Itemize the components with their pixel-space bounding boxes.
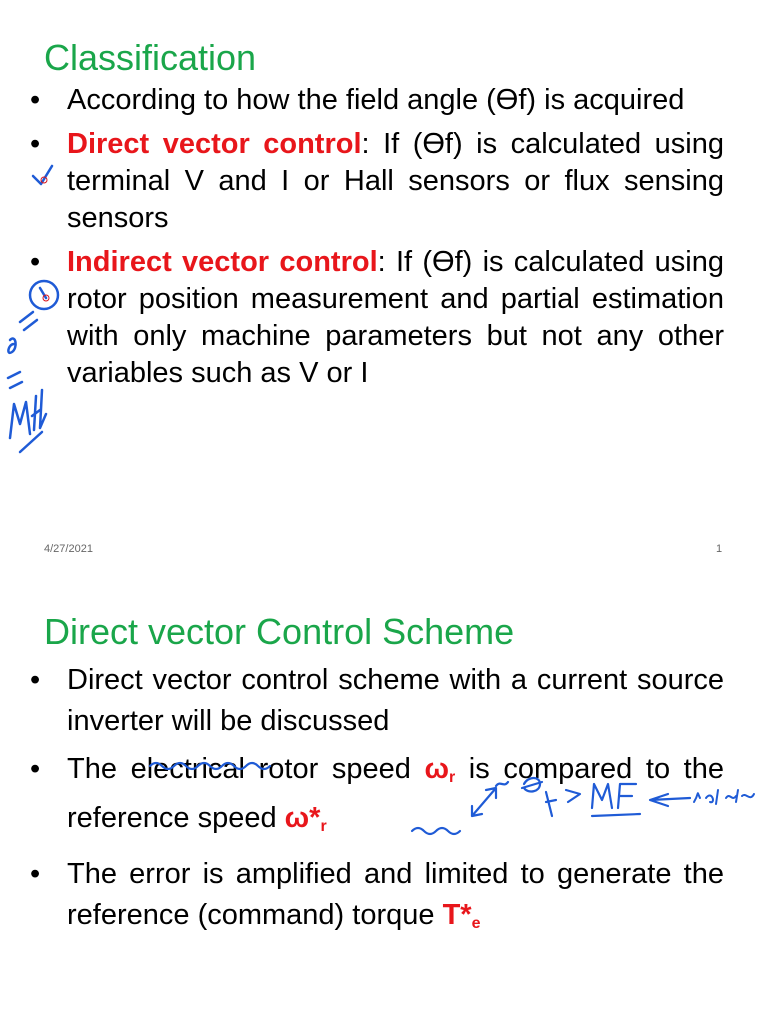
bullet-current-source-inverter — [30, 660, 724, 742]
bullet-field-angle-text: According to how the field angle (Ɵf) is acquired — [67, 84, 685, 116]
bullet-dot: • — [30, 84, 41, 116]
rotor-speed-text-2: is compared to the reference speed — [67, 753, 724, 834]
omega-symbol: ω — [424, 753, 449, 785]
indirect-vector-control-text: : If (Ɵf) is calculated using rotor position measurement and partial estimation with only machine parameters but not any other variables such as V or I — [67, 246, 724, 389]
theta-sketch-mark — [8, 339, 15, 353]
slide-2-bullet-list — [30, 660, 724, 944]
bullet-dot: • — [30, 246, 41, 278]
bullet-dot: • — [30, 664, 41, 696]
slide-number: 1 — [716, 543, 723, 555]
omega-star-subscript: r — [320, 818, 327, 835]
error-amplified-text: The error is amplified and limited to generate the reference (command) torque — [67, 858, 724, 931]
bullet-current-source-inverter-text: Direct vector control scheme with a current source inverter will be discussed — [67, 664, 724, 737]
bullet-field-angle — [30, 82, 724, 119]
slide-2 — [0, 580, 768, 1024]
bullet-rotor-speed-comparison — [30, 749, 724, 847]
bullet-direct-vector-control — [30, 126, 724, 237]
torque-symbol: T* — [442, 899, 472, 931]
slide-2-title: Direct vector Control Scheme — [44, 611, 515, 652]
scribble-word-mark — [10, 390, 46, 438]
rotor-speed-text-1: The electrical rotor speed — [67, 753, 425, 785]
bullet-dot: • — [30, 128, 41, 160]
bullet-error-amplified — [30, 854, 724, 944]
direct-vector-control-text: : If (Ɵf) is calculated using terminal V and I or Hall sensors or flux sensing sensors — [67, 128, 724, 234]
underline-stroke-mark — [20, 432, 42, 452]
bullet-indirect-vector-control — [30, 244, 724, 392]
omega-star-symbol: ω* — [284, 802, 321, 834]
slide-date: 4/27/2021 — [44, 543, 93, 555]
bullet-dot: • — [30, 858, 41, 890]
slide-1-bullet-list — [30, 82, 724, 392]
slide-1-title: Classification — [44, 37, 257, 78]
direct-vector-control-label: Direct vector control — [67, 128, 362, 160]
indirect-vector-control-label: Indirect vector control — [67, 246, 378, 278]
omega-subscript: r — [448, 769, 456, 786]
bullet-dot: • — [30, 753, 41, 785]
equals-sign-mark-2 — [8, 372, 22, 388]
torque-subscript: e — [471, 915, 481, 932]
